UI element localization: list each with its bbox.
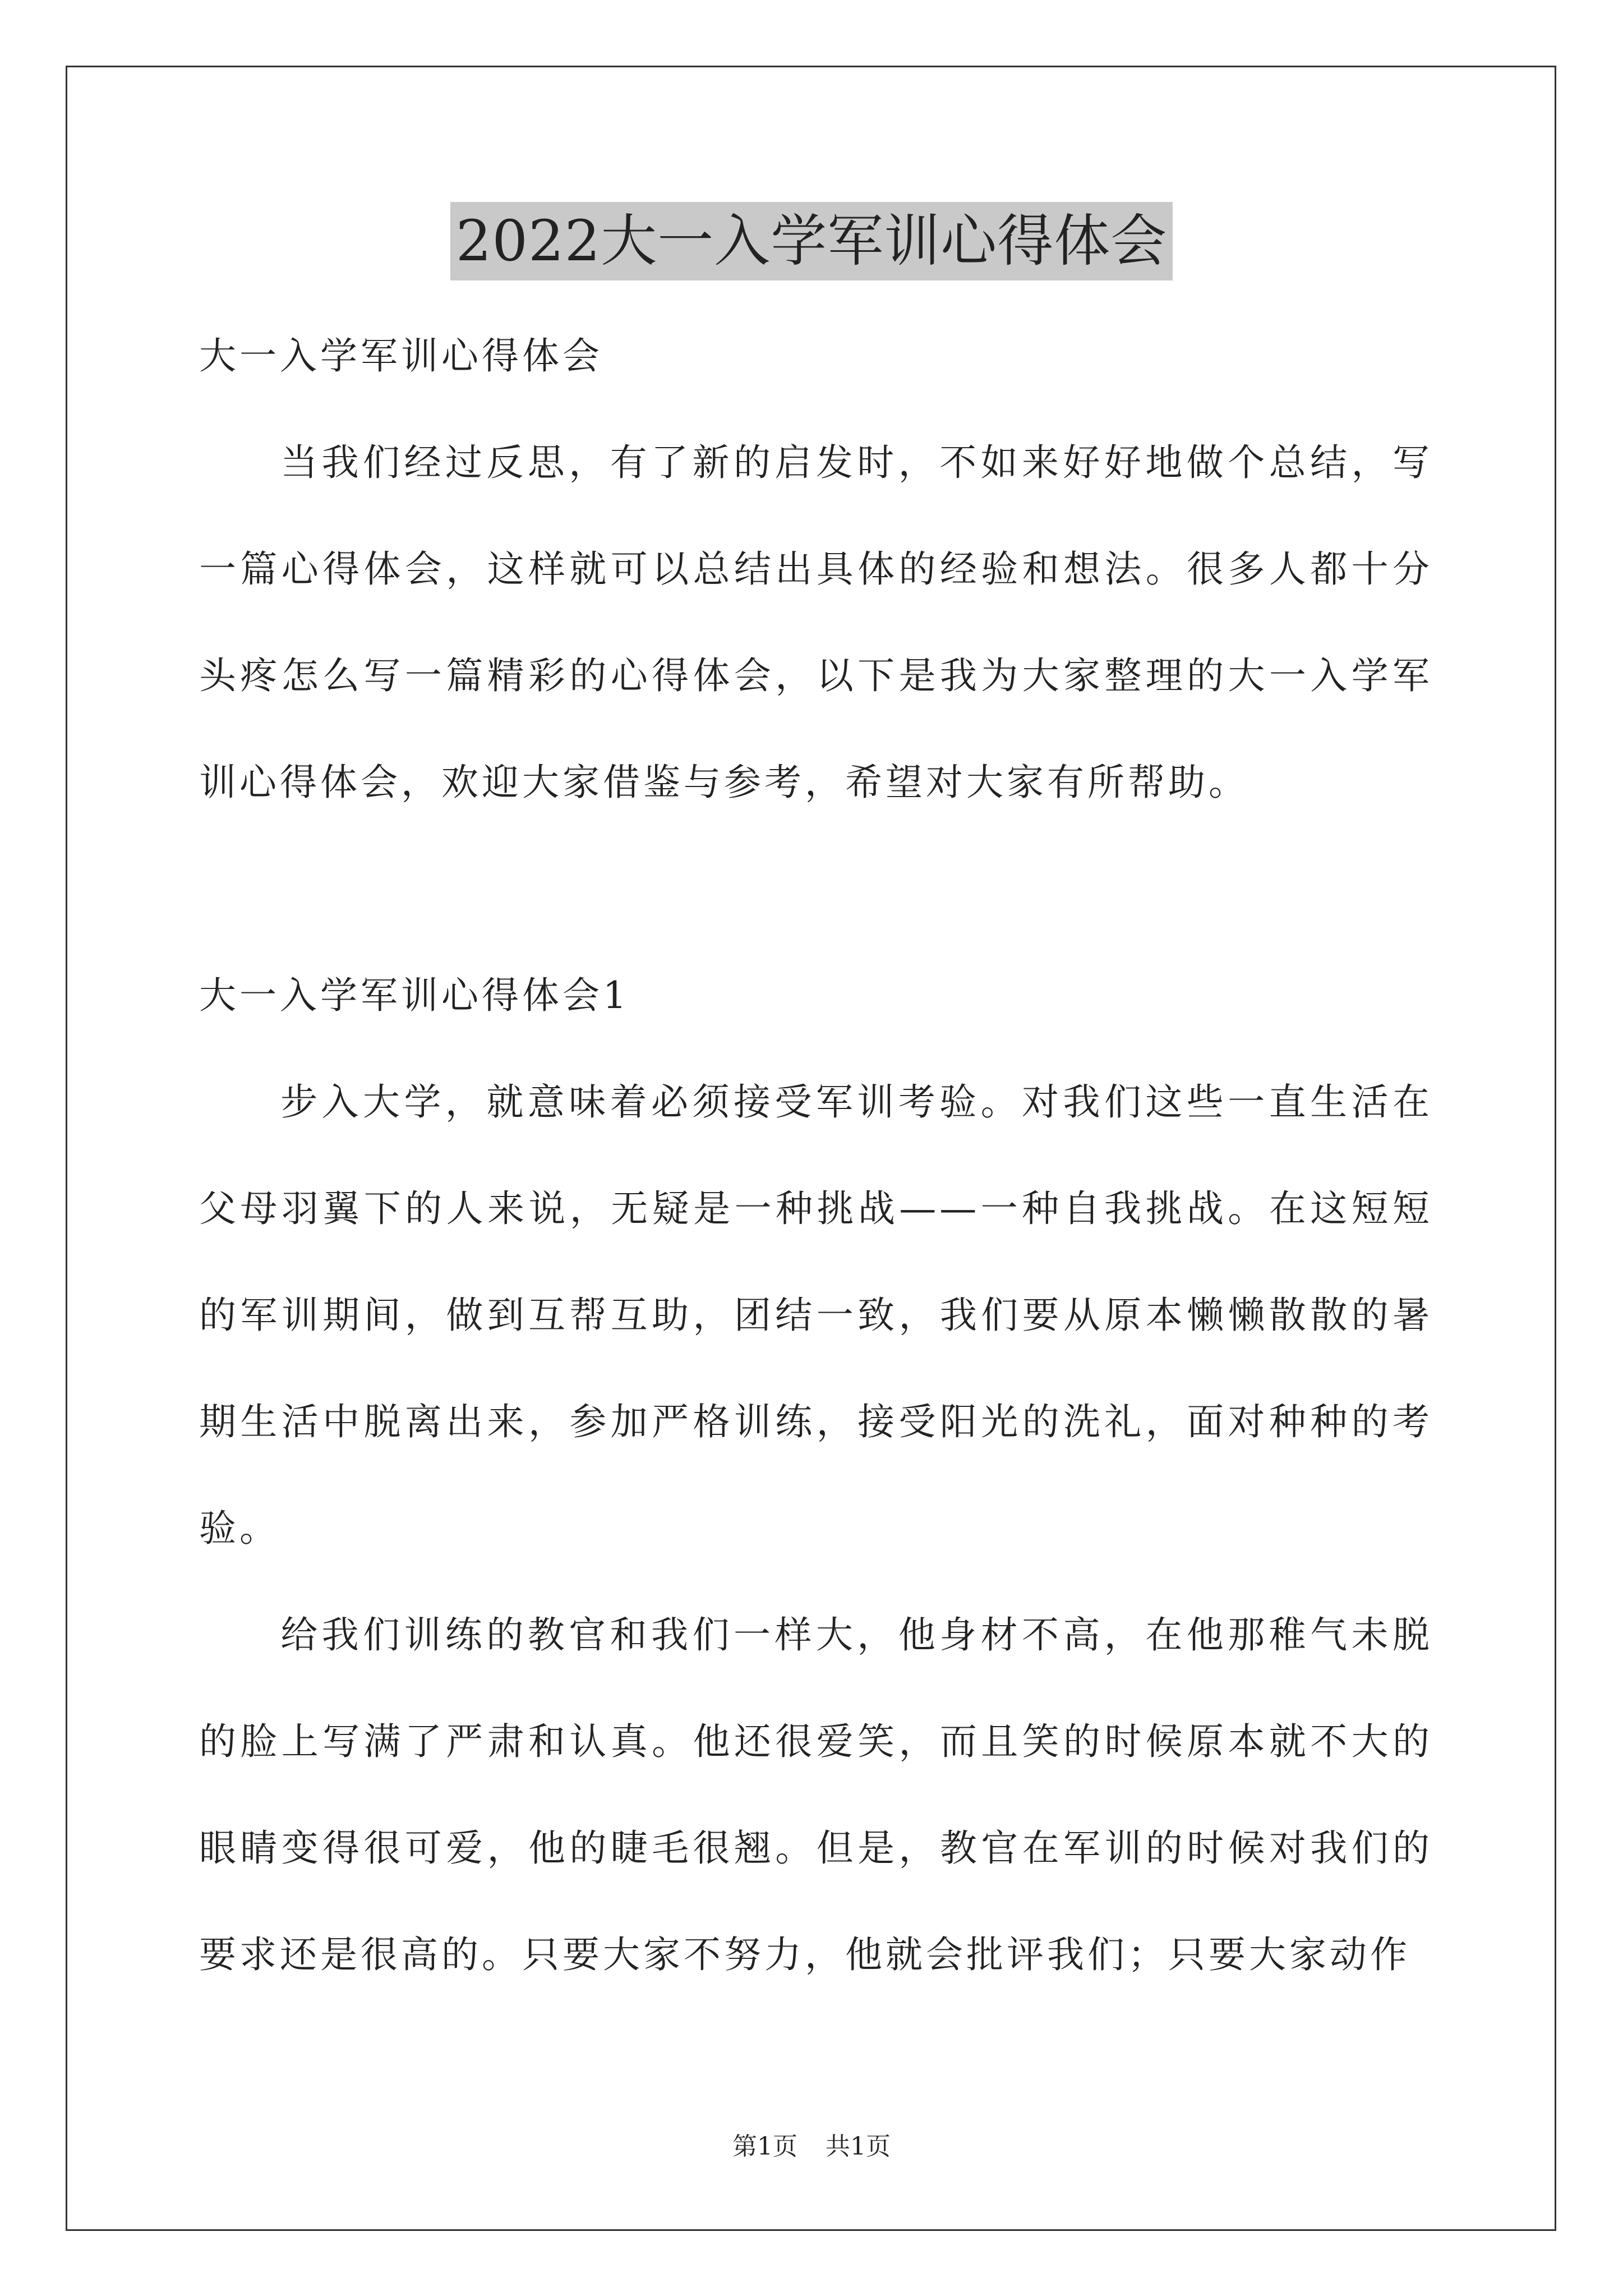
- section-heading: 大一入学军训心得体会1: [199, 974, 630, 1017]
- title-container: [0, 202, 1623, 280]
- body-paragraph: 给我们训练的教官和我们一样大，他身材不高，在他那稚气未脱的脸上写满了严肃和认真。他还很爱笑，而且笑的时候原本就不大的眼睛变得很可爱，他的睫毛很翘。但是，教官在军训的时候对我们的要求还是很高的。只要大家不努力，他就会批评我们；只要大家动作: [199, 1613, 1433, 1976]
- document-body: [199, 303, 1433, 2008]
- document-title: 2022大一入学军训心得体会: [450, 202, 1173, 280]
- body-paragraph: 步入大学，就意味着必须接受军训考验。对我们这些一直生活在父母羽翼下的人来说，无疑是一种挑战——一种自我挑战。在这短短的军训期间，做到互帮互助，团结一致，我们要从原本懒懒散散的暑期生活中脱离出来，参加严格训练，接受阳光的洗礼，面对种种的考验。: [199, 1080, 1433, 1550]
- page-total: 共1页: [826, 2132, 891, 2161]
- section-spacer: [199, 836, 1433, 942]
- page-number: 第1页: [732, 2132, 797, 2161]
- document-subtitle: 大一入学军训心得体会: [199, 334, 603, 378]
- intro-paragraph: 当我们经过反思，有了新的启发时，不如来好好地做个总结，写一篇心得体会，这样就可以总结出具体的经验和想法。很多人都十分头疼怎么写一篇精彩的心得体会，以下是我为大家整理的大一入学军训心得体会，欢迎大家借鉴与参考，希望对大家有所帮助。: [199, 441, 1433, 804]
- page-footer: [0, 2126, 1623, 2162]
